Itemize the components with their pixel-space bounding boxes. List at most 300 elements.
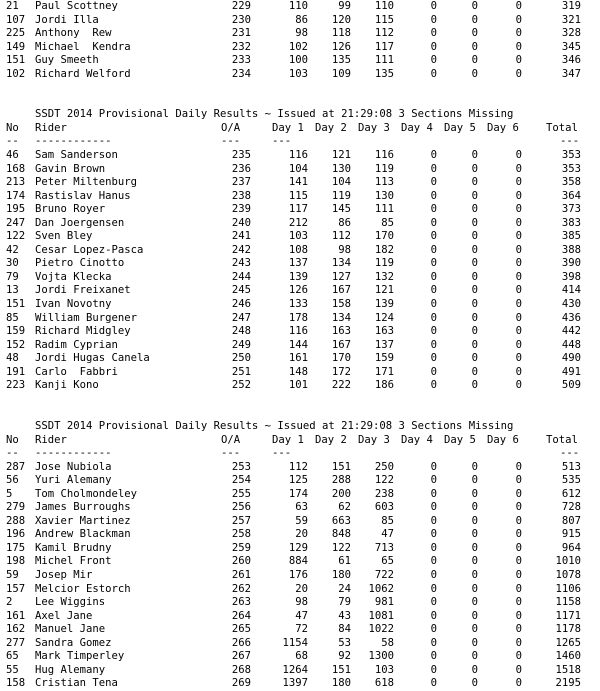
day-3-score: 65	[381, 555, 394, 568]
day-3-score: 110	[374, 0, 394, 12]
day-1-score: 1154	[282, 636, 308, 649]
day-4-score: 0	[430, 176, 437, 189]
day-2-score: 98	[338, 243, 351, 256]
day-4-score: 0	[430, 609, 437, 622]
day-4-score: 0	[430, 54, 437, 67]
column-header-row	[0, 434, 600, 448]
total-score: 321	[561, 13, 581, 26]
day-6-score: 0	[515, 365, 522, 378]
day-1-score: 112	[288, 460, 308, 473]
table-row	[0, 677, 600, 691]
day-1-score: 98	[295, 596, 308, 609]
total-score: 319	[561, 0, 581, 12]
rider-name: Dan Joergensen	[35, 216, 125, 229]
day-6-score: 0	[515, 338, 522, 351]
overall-position: 255	[231, 487, 251, 500]
day-4-score: 0	[430, 541, 437, 554]
section-gap	[0, 81, 600, 95]
day-3-score: 1022	[368, 623, 394, 636]
day-3-score: 132	[374, 270, 394, 283]
day-3-score: 130	[374, 189, 394, 202]
overall-position: 241	[231, 230, 251, 243]
rider-number: 2	[6, 596, 13, 609]
overall-position: 249	[231, 338, 251, 351]
day-2-score: 134	[331, 311, 351, 324]
rider-name: William Burgener	[35, 311, 138, 324]
day-5-score: 0	[471, 663, 478, 676]
section-gap	[0, 406, 600, 420]
day-4-score: 0	[430, 568, 437, 581]
column-header-day-4-score: Day 4	[401, 121, 433, 134]
day-5-score: 0	[471, 338, 478, 351]
rider-name: Michel Front	[35, 555, 112, 568]
day-4-score: 0	[430, 0, 437, 12]
rider-name: Michael Kendra	[35, 40, 131, 53]
overall-position: 229	[231, 0, 251, 12]
day-4-score: 0	[430, 230, 437, 243]
day-4-score: 0	[430, 243, 437, 256]
section-gap	[0, 393, 600, 407]
rider-name: Gavin Brown	[35, 162, 106, 175]
day-4-score: 0	[430, 487, 437, 500]
table-row	[0, 298, 600, 312]
header-underline: ---	[560, 447, 580, 460]
overall-position: 253	[231, 460, 251, 473]
header-underline: ------------	[35, 135, 112, 148]
rider-name: Cristian Tena	[35, 677, 118, 690]
day-2-score: 92	[338, 650, 351, 663]
day-4-score: 0	[430, 284, 437, 297]
day-4-score: 0	[430, 474, 437, 487]
rider-name: Manuel Jane	[35, 623, 106, 636]
day-3-score: 182	[374, 243, 394, 256]
total-score: 1106	[555, 582, 581, 595]
day-1-score: 59	[295, 514, 308, 527]
day-1-score: 125	[288, 474, 308, 487]
overall-position: 269	[231, 677, 251, 690]
day-5-score: 0	[471, 555, 478, 568]
day-2-score: 145	[331, 203, 351, 216]
results-table-continued	[0, 0, 600, 81]
day-1-score: 103	[288, 230, 308, 243]
day-4-score: 0	[430, 311, 437, 324]
day-4-score: 0	[430, 189, 437, 202]
day-2-score: 118	[331, 27, 351, 40]
header-underline: ---	[221, 135, 241, 148]
table-row	[0, 610, 600, 624]
table-row	[0, 325, 600, 339]
column-header-day-2-score: Day 2	[315, 121, 347, 134]
day-3-score: 171	[374, 365, 394, 378]
day-6-score: 0	[515, 677, 522, 690]
day-6-score: 0	[515, 149, 522, 162]
column-header-day-4-score: Day 4	[401, 433, 433, 446]
day-1-score: 108	[288, 243, 308, 256]
day-2-score: 288	[331, 474, 351, 487]
day-6-score: 0	[515, 40, 522, 53]
table-row	[0, 257, 600, 271]
rider-name: Paul Scottney	[35, 0, 118, 12]
rider-number: 21	[6, 0, 19, 12]
day-2-score: 222	[331, 379, 351, 392]
rider-name: Anthony Rew	[35, 27, 112, 40]
overall-position: 260	[231, 555, 251, 568]
rider-number: 102	[6, 67, 26, 80]
day-5-score: 0	[471, 257, 478, 270]
day-5-score: 0	[471, 677, 478, 690]
column-header-overall-position: O/A	[221, 121, 241, 134]
day-1-score: 101	[288, 379, 308, 392]
day-6-score: 0	[515, 568, 522, 581]
day-4-score: 0	[430, 27, 437, 40]
results-title-line	[0, 108, 600, 122]
day-3-score: 47	[381, 528, 394, 541]
column-header-day-6-score: Day 6	[487, 121, 519, 134]
overall-position: 230	[231, 13, 251, 26]
day-5-score: 0	[471, 609, 478, 622]
day-3-score: 111	[374, 54, 394, 67]
table-row	[0, 163, 600, 177]
day-6-score: 0	[515, 487, 522, 500]
total-score: 915	[561, 528, 581, 541]
day-2-score: 127	[331, 270, 351, 283]
rider-number: 213	[6, 176, 26, 189]
overall-position: 254	[231, 474, 251, 487]
table-row	[0, 244, 600, 258]
day-6-score: 0	[515, 609, 522, 622]
table-row	[0, 217, 600, 231]
rider-number: 198	[6, 555, 26, 568]
column-header-day-1-score: Day 1	[272, 121, 304, 134]
rider-number: 279	[6, 501, 26, 514]
day-4-score: 0	[430, 650, 437, 663]
day-5-score: 0	[471, 0, 478, 12]
day-1-score: 137	[288, 257, 308, 270]
rider-name: Tom Cholmondeley	[35, 487, 138, 500]
total-score: 1265	[555, 636, 581, 649]
header-underline: ---	[221, 447, 241, 460]
column-header-overall-position: O/A	[221, 433, 241, 446]
day-2-score: 172	[331, 365, 351, 378]
day-3-score: 618	[374, 677, 394, 690]
table-row	[0, 379, 600, 393]
day-1-score: 98	[295, 27, 308, 40]
day-5-score: 0	[471, 298, 478, 311]
day-1-score: 1397	[282, 677, 308, 690]
day-5-score: 0	[471, 243, 478, 256]
total-score: 509	[561, 379, 581, 392]
rider-name: Richard Welford	[35, 67, 131, 80]
day-5-score: 0	[471, 474, 478, 487]
rider-number: 162	[6, 623, 26, 636]
column-header-day-5-score: Day 5	[444, 121, 476, 134]
overall-position: 242	[231, 243, 251, 256]
total-score: 2195	[555, 677, 581, 690]
header-underline-row	[0, 447, 600, 461]
day-4-score: 0	[430, 514, 437, 527]
column-header-rider-number: No	[6, 121, 19, 134]
day-3-score: 159	[374, 352, 394, 365]
header-underline: --	[6, 447, 19, 460]
day-1-score: 110	[288, 0, 308, 12]
day-1-score: 174	[288, 487, 308, 500]
total-score: 358	[561, 176, 581, 189]
rider-name: Richard Midgley	[35, 325, 131, 338]
day-3-score: 122	[374, 474, 394, 487]
column-header-day-3-score: Day 3	[358, 121, 390, 134]
day-6-score: 0	[515, 636, 522, 649]
total-score: 513	[561, 460, 581, 473]
day-3-score: 722	[374, 568, 394, 581]
day-1-score: 100	[288, 54, 308, 67]
day-5-score: 0	[471, 176, 478, 189]
day-4-score: 0	[430, 365, 437, 378]
day-3-score: 121	[374, 284, 394, 297]
day-6-score: 0	[515, 528, 522, 541]
rider-name: Lee Wiggins	[35, 596, 106, 609]
overall-position: 246	[231, 298, 251, 311]
section-gap	[0, 95, 600, 109]
day-1-score: 129	[288, 541, 308, 554]
day-2-score: 99	[338, 0, 351, 12]
total-score: 390	[561, 257, 581, 270]
total-score: 1171	[555, 609, 581, 622]
day-2-score: 86	[338, 216, 351, 229]
day-4-score: 0	[430, 663, 437, 676]
table-row	[0, 596, 600, 610]
overall-position: 266	[231, 636, 251, 649]
table-row	[0, 68, 600, 82]
day-5-score: 0	[471, 636, 478, 649]
overall-position: 247	[231, 311, 251, 324]
overall-position: 257	[231, 514, 251, 527]
day-2-score: 167	[331, 284, 351, 297]
table-row	[0, 339, 600, 353]
day-6-score: 0	[515, 663, 522, 676]
rider-number: 277	[6, 636, 26, 649]
day-1-score: 63	[295, 501, 308, 514]
total-score: 353	[561, 162, 581, 175]
day-5-score: 0	[471, 623, 478, 636]
day-3-score: 170	[374, 230, 394, 243]
rider-name: Yuri Alemany	[35, 474, 112, 487]
table-row	[0, 176, 600, 190]
table-row	[0, 0, 600, 14]
day-4-score: 0	[430, 555, 437, 568]
day-1-score: 117	[288, 203, 308, 216]
total-score: 964	[561, 541, 581, 554]
day-5-score: 0	[471, 284, 478, 297]
day-3-score: 119	[374, 162, 394, 175]
rider-name: Jordi Hugas Canela	[35, 352, 150, 365]
results-section	[0, 108, 600, 392]
rider-name: Pietro Cinotto	[35, 257, 125, 270]
day-5-score: 0	[471, 541, 478, 554]
day-1-score: 144	[288, 338, 308, 351]
table-row	[0, 54, 600, 68]
day-5-score: 0	[471, 27, 478, 40]
rider-name: Rastislav Hanus	[35, 189, 131, 202]
day-5-score: 0	[471, 162, 478, 175]
table-row	[0, 515, 600, 529]
day-5-score: 0	[471, 54, 478, 67]
rider-number: 56	[6, 474, 19, 487]
day-1-score: 212	[288, 216, 308, 229]
day-2-score: 119	[331, 189, 351, 202]
day-2-score: 151	[331, 663, 351, 676]
day-1-score: 116	[288, 149, 308, 162]
day-2-score: 158	[331, 298, 351, 311]
table-row	[0, 27, 600, 41]
header-underline: --	[6, 135, 19, 148]
day-1-score: 176	[288, 568, 308, 581]
table-row	[0, 555, 600, 569]
day-3-score: 135	[374, 67, 394, 80]
total-score: 490	[561, 352, 581, 365]
day-6-score: 0	[515, 243, 522, 256]
day-6-score: 0	[515, 311, 522, 324]
day-4-score: 0	[430, 677, 437, 690]
column-header-day-3-score: Day 3	[358, 433, 390, 446]
day-1-score: 139	[288, 270, 308, 283]
day-6-score: 0	[515, 650, 522, 663]
day-5-score: 0	[471, 596, 478, 609]
day-2-score: 180	[331, 677, 351, 690]
day-5-score: 0	[471, 270, 478, 283]
day-1-score: 104	[288, 162, 308, 175]
day-4-score: 0	[430, 13, 437, 26]
table-row	[0, 474, 600, 488]
day-3-score: 1300	[368, 650, 394, 663]
overall-position: 250	[231, 352, 251, 365]
day-6-score: 0	[515, 257, 522, 270]
rider-name: Melcior Estorch	[35, 582, 131, 595]
day-2-score: 84	[338, 623, 351, 636]
rider-number: 59	[6, 568, 19, 581]
column-header-rider-name: Rider	[35, 433, 67, 446]
day-1-score: 161	[288, 352, 308, 365]
day-2-score: 112	[331, 230, 351, 243]
results-title: SSDT 2014 Provisional Daily Results ~ Issued at 21:29:08 3 Sections Missing	[35, 108, 514, 121]
day-5-score: 0	[471, 230, 478, 243]
table-row	[0, 149, 600, 163]
column-header-day-1-score: Day 1	[272, 433, 304, 446]
day-6-score: 0	[515, 379, 522, 392]
day-4-score: 0	[430, 623, 437, 636]
day-6-score: 0	[515, 54, 522, 67]
day-2-score: 848	[331, 528, 351, 541]
day-6-score: 0	[515, 582, 522, 595]
day-2-score: 170	[331, 352, 351, 365]
total-score: 1178	[555, 623, 581, 636]
day-3-score: 112	[374, 27, 394, 40]
header-underline-row	[0, 135, 600, 149]
table-row	[0, 312, 600, 326]
rider-number: 191	[6, 365, 26, 378]
day-3-score: 85	[381, 514, 394, 527]
overall-position: 244	[231, 270, 251, 283]
rider-name: Sven Bley	[35, 230, 93, 243]
rider-number: 288	[6, 514, 26, 527]
total-score: 448	[561, 338, 581, 351]
total-score: 353	[561, 149, 581, 162]
day-1-score: 102	[288, 40, 308, 53]
rider-name: Sam Sanderson	[35, 149, 118, 162]
overall-position: 238	[231, 189, 251, 202]
column-header-total-score: Total	[546, 121, 578, 134]
day-5-score: 0	[471, 352, 478, 365]
total-score: 347	[561, 67, 581, 80]
rider-number: 287	[6, 460, 26, 473]
day-6-score: 0	[515, 270, 522, 283]
day-1-score: 72	[295, 623, 308, 636]
total-score: 430	[561, 298, 581, 311]
table-row	[0, 488, 600, 502]
overall-position: 236	[231, 162, 251, 175]
day-2-score: 134	[331, 257, 351, 270]
overall-position: 245	[231, 284, 251, 297]
day-5-score: 0	[471, 460, 478, 473]
header-underline: ---	[272, 135, 292, 148]
day-3-score: 139	[374, 298, 394, 311]
day-2-score: 126	[331, 40, 351, 53]
overall-position: 233	[231, 54, 251, 67]
day-6-score: 0	[515, 555, 522, 568]
rider-name: Ivan Novotny	[35, 298, 112, 311]
rider-name: Andrew Blackman	[35, 528, 131, 541]
rider-name: Carlo Fabbri	[35, 365, 118, 378]
rider-number: 161	[6, 609, 26, 622]
day-6-score: 0	[515, 189, 522, 202]
rider-name: Xavier Martinez	[35, 514, 131, 527]
day-3-score: 117	[374, 40, 394, 53]
day-1-score: 47	[295, 609, 308, 622]
day-6-score: 0	[515, 176, 522, 189]
day-2-score: 109	[331, 67, 351, 80]
results-title-line	[0, 420, 600, 434]
rider-name: Bruno Royer	[35, 203, 106, 216]
overall-position: 267	[231, 650, 251, 663]
day-4-score: 0	[430, 67, 437, 80]
rider-number: 157	[6, 582, 26, 595]
day-4-score: 0	[430, 338, 437, 351]
day-5-score: 0	[471, 13, 478, 26]
day-2-score: 79	[338, 596, 351, 609]
day-4-score: 0	[430, 162, 437, 175]
day-5-score: 0	[471, 365, 478, 378]
overall-position: 248	[231, 325, 251, 338]
day-4-score: 0	[430, 216, 437, 229]
total-score: 345	[561, 40, 581, 53]
table-row	[0, 271, 600, 285]
day-6-score: 0	[515, 216, 522, 229]
day-5-score: 0	[471, 501, 478, 514]
day-5-score: 0	[471, 487, 478, 500]
day-4-score: 0	[430, 149, 437, 162]
day-1-score: 133	[288, 298, 308, 311]
table-row	[0, 14, 600, 28]
overall-position: 258	[231, 528, 251, 541]
table-row	[0, 501, 600, 515]
overall-position: 265	[231, 623, 251, 636]
day-3-score: 186	[374, 379, 394, 392]
table-row	[0, 366, 600, 380]
day-4-score: 0	[430, 325, 437, 338]
day-2-score: 121	[331, 149, 351, 162]
column-header-day-6-score: Day 6	[487, 433, 519, 446]
overall-position: 263	[231, 596, 251, 609]
day-5-score: 0	[471, 203, 478, 216]
